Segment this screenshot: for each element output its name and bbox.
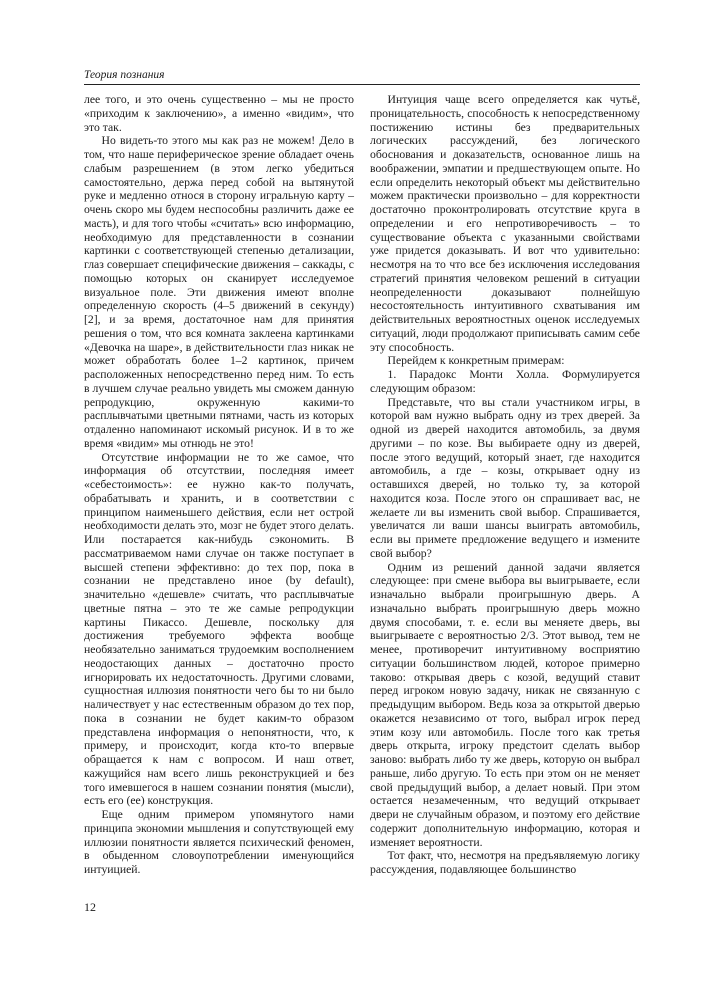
header-rule (84, 84, 640, 85)
paragraph: Еще одним примером упомянутого нами принципа экономии мышления и сопутствующей ему иллюзии понятности является психический феномен, в обыденном словоупотреблении именующийся интуицией. (84, 808, 354, 876)
running-header (84, 67, 640, 85)
paragraph: Одним из решений данной задачи является следующее: при смене выбора вы выигрываете, если изначально выбрали проигрышную дверь. А изначально выбрать проигрышную дверь можно двумя способами, т. е. если вы меняете дверь, вы выигрываете с вероятностью 2/3. Этот вывод, тем не менее, противоречит интуитивному восприятию ситуации большинством людей, которое примерно таково: открывая дверь с козой, ведущий ставит перед игроком новую задачу, никак не связанную с предыдущим выбором. Ведь коза за открытой дверью окажется независимо от того, выбрал игрок перед этим козу или автомобиль. После того как третья дверь открыта, игроку предстоит сделать выбор заново: выбрать либо ту же дверь, которую он выбрал раньше, либо другую. То есть при этом он не меняет свой предыдущий выбор, а делает новый. При этом остается незамеченным, что ведущий открывает двери не случайным образом, и поэтому его действие содержит дополнительную информацию, которая и изменяет вероятности. (370, 560, 640, 849)
page-number: 12 (84, 900, 96, 914)
paragraph: Отсутствие информации не то же самое, что информация об отсутствии, последняя имеет «себестоимость»: ее нужно как-то получать, обрабатывать и хранить, и в соответствии с принципом наименьшего действия, если нет острой необходимости делать это, мозг не будет этого делать. Или постарается как-нибудь сэкономить. В рассматриваемом нами случае он также поступает в высшей степени эффективно: до тех пор, пока в сознании не представлено иное (by default), значительно «дешевле» считать, что расплывчатые цветные пятна – это те же самые репродукции картины Пикассо. Дешевле, поскольку для достижения требуемого эффекта вообще необязательно заниматься трудоемким восполнением неодостающих данных – достаточно просто игнорировать их недостаточность. Другими словами, сущностная иллюзия понятности чего бы то ни было наличествует у нас естественным образом до тех пор, пока в сознании не будет каким-то образом представлена информация о непонятности, что, к примеру, и происходит, когда кто-то впервые обращается к нам с вопросом. И наш ответ, кажущийся нам всего лишь реконструкцией и без того имевшегося в нашем сознании понятия (мысли), есть его (ее) конструкция. (84, 450, 354, 808)
header-title: Теория познания (84, 69, 165, 81)
paragraph: Представьте, что вы стали участником игры, в которой вам нужно выбрать одну из трех дверей. За одной из дверей находится автомобиль, за двумя другими – по козе. Вы выбираете одну из дверей, после этого ведущий, который знает, где находится автомобиль, а где – козы, открывает одну из оставшихся дверей, но только ту, за которой находится коза. После этого он спрашивает вас, не желаете ли вы изменить свой выбор. Спрашивается, увеличатся ли ваши шансы выиграть автомобиль, если вы примете предложение ведущего и измените свой выбор? (370, 395, 640, 560)
paragraph: Но видеть-то этого мы как раз не можем! Дело в том, что наше периферическое зрение обладает очень слабым разрешением (в этом легко убедиться самостоятельно, держа перед собой на вытянутой руке и медленно относя в сторону игральную карту – очень скоро мы будем неспособны различить даже ее масть), и для того чтобы «считать» всю информацию, необходимую для представленности в сознании картинки с соответствующей степенью детализации, глаз совершает специфические движения – саккады, с помощью которых он сканирует исследуемое визуальное поле. Эти движения имеют вполне определенную скорость (4–5 движений в секунду) [2], и за время, достаточное нам для принятия решения о том, что вся комната заклеена картинками «Девочка на шаре», в действительности глаз никак не может обработать более 1–2 картинок, причем расположенных непосредственно перед ним. То есть в лучшем случае реально увидеть мы сможем данную репродукцию, окруженную какими-то расплывчатыми цветными пятнами, часть из которых отдаленно напоминают искомый рисунок. И в то же время «видим» мы отнюдь не это! (84, 134, 354, 450)
paragraph: Тот факт, что, несмотря на предъявляемую логику рассуждения, подавляющее большинство (370, 849, 640, 876)
paragraph: лее того, и это очень существенно – мы не просто «приходим к заключению», а именно «видим», что это так. (84, 93, 354, 134)
paragraph: Интуиция чаще всего определяется как чутьё, проницательность, способность к непосредственному постижению истины без предварительных логических рассуждений, без логического обоснования и доказательств, основанное лишь на воображении, эмпатии и предшествующем опыте. Но если определить некоторый объект мы действительно можем практически произвольно – для корректности достаточно проконтролировать отсутствие круга в определении и его непротиворечивость – то существование объекта с указанными свойствами уже придется доказывать. И вот что удивительно: несмотря на то что все без исключения исследования стратегий принятия человеком решений в ситуации неопределенности доказывают полнейшую несостоятельность интуитивного схватывания им действительных вероятностных оценок исследуемых ситуаций, люди продолжают приписывать самим себе эту способность. (370, 93, 640, 354)
right-column (370, 93, 640, 877)
left-column (84, 93, 354, 877)
paragraph: Перейдем к конкретным примерам: (387, 354, 565, 368)
paragraph: 1. Парадокс Монти Холла. Формулируется следующим образом: (370, 368, 640, 395)
